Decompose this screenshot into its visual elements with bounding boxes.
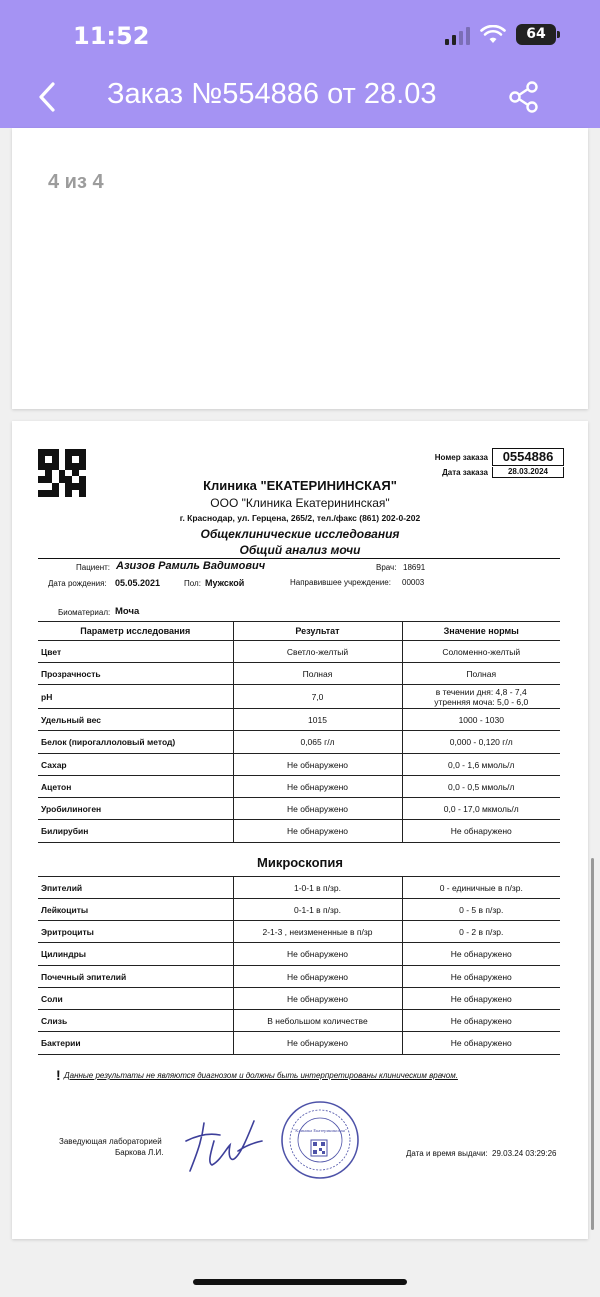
norm-cell: Соломенно-желтый	[402, 641, 560, 663]
result-cell: Светло-желтый	[233, 641, 402, 663]
page-title: Заказ №554886 от 28.03	[107, 78, 437, 110]
document-page-current[interactable]	[12, 421, 588, 1239]
doctor-code: 18691	[403, 563, 426, 572]
signature-icon	[174, 1111, 264, 1177]
result-cell: 0-1-1 в п/зр.	[233, 899, 402, 921]
scrollbar[interactable]	[591, 858, 594, 1230]
battery-icon: 64	[516, 24, 556, 45]
sex-value: Мужской	[205, 578, 245, 588]
result-cell: 0,065 г/л	[233, 731, 402, 754]
param-cell: Удельный вес	[38, 709, 233, 731]
birth-date: 05.05.2021	[115, 578, 161, 588]
table-row	[38, 663, 560, 685]
table-row	[38, 1010, 560, 1032]
param-cell: Цилиндры	[38, 943, 233, 966]
norm-cell: 1000 - 1030	[402, 709, 560, 731]
order-number: 0554886	[492, 448, 564, 466]
result-cell: Не обнаружено	[233, 988, 402, 1010]
birth-label: Дата рождения:	[48, 579, 107, 588]
patient-name: Азизов Рамиль Вадимович	[116, 560, 266, 572]
table-row	[38, 943, 560, 966]
back-arrow-icon[interactable]	[36, 80, 58, 114]
app-header	[0, 0, 600, 128]
lab-head-label: Заведующая лабораторией	[59, 1137, 162, 1146]
document-page-previous[interactable]	[12, 128, 588, 409]
wifi-icon	[480, 25, 506, 45]
norm-cell: 0 - 5 в п/зр.	[402, 899, 560, 921]
result-cell: Не обнаружено	[233, 820, 402, 843]
sex-label: Пол:	[184, 579, 201, 588]
norm-cell: 0,0 - 1,6 ммоль/л	[402, 754, 560, 776]
table-row	[38, 921, 560, 943]
result-cell: Не обнаружено	[233, 754, 402, 776]
result-cell: Не обнаружено	[233, 776, 402, 798]
section-title: Общеклинические исследования	[200, 527, 400, 541]
table-row	[38, 899, 560, 921]
page-indicator: 4 из 4	[48, 171, 104, 193]
order-info	[432, 448, 564, 478]
microscopy-title: Микроскопия	[257, 855, 343, 870]
referral-label: Направившее учреждение:	[290, 578, 391, 587]
home-indicator[interactable]	[193, 1279, 407, 1285]
biomaterial-value: Моча	[115, 606, 140, 617]
status-icons	[445, 24, 556, 45]
param-cell: Белок (пирогаллоловый метод)	[38, 731, 233, 754]
share-icon[interactable]	[507, 80, 541, 114]
norm-cell: Полная	[402, 663, 560, 685]
lab-head-name: Баркова Л.И.	[115, 1148, 164, 1157]
warning-icon: !	[56, 1067, 61, 1083]
patient-label: Пациент:	[76, 563, 111, 572]
param-cell: Сахар	[38, 754, 233, 776]
param-cell: Уробилиноген	[38, 798, 233, 820]
norm-cell: Не обнаружено	[402, 1032, 560, 1055]
norm-cell: Не обнаружено	[402, 1010, 560, 1032]
result-cell: 1015	[233, 709, 402, 731]
param-cell: Лейкоциты	[38, 899, 233, 921]
order-number-label: Номер заказа	[434, 452, 488, 462]
analysis-title: Общий анализ мочи	[239, 543, 361, 557]
title-rule	[38, 558, 560, 559]
result-cell: 1-0-1 в п/зр.	[233, 877, 402, 899]
col-header-norm: Значение нормы	[402, 622, 560, 641]
issue-label: Дата и время выдачи:	[406, 1149, 488, 1158]
param-cell: Слизь	[38, 1010, 233, 1032]
order-date: 28.03.2024	[492, 467, 564, 478]
param-cell: Прозрачность	[38, 663, 233, 685]
norm-cell: Не обнаружено	[402, 988, 560, 1010]
biomaterial-label: Биоматериал:	[58, 608, 111, 617]
disclaimer-text: Данные результаты не являются диагнозом и должны быть интерпретированы клиническим врачом.	[64, 1071, 458, 1080]
table-row	[38, 1032, 560, 1055]
table-row	[38, 641, 560, 663]
norm-cell: Не обнаружено	[402, 966, 560, 988]
result-cell: 7,0	[233, 685, 402, 709]
issue-datetime: 29.03.24 03:29:26	[492, 1149, 557, 1158]
result-cell: Не обнаружено	[233, 966, 402, 988]
order-date-label: Дата заказа	[442, 467, 488, 477]
norm-cell: 0 - 2 в п/зр.	[402, 921, 560, 943]
result-cell: В небольшом количестве	[233, 1010, 402, 1032]
clinic-address: г. Краснодар, ул. Герцена, 265/2, тел./факс (861) 202-0-202	[179, 513, 421, 523]
param-cell: Эпителий	[38, 877, 233, 899]
doctor-label: Врач:	[376, 563, 397, 572]
param-cell: Цвет	[38, 641, 233, 663]
norm-cell: 0,0 - 0,5 ммоль/л	[402, 776, 560, 798]
param-cell: pH	[38, 685, 233, 709]
table-row	[38, 754, 560, 776]
table-row	[38, 988, 560, 1010]
table-header-row	[38, 622, 560, 641]
result-cell: Не обнаружено	[233, 798, 402, 820]
table-row	[38, 798, 560, 820]
result-cell: Не обнаружено	[233, 943, 402, 966]
microscopy-table	[38, 876, 560, 1055]
stamp-text: "Клиника Екатерининская"	[293, 1128, 347, 1133]
param-cell: Эритроциты	[38, 921, 233, 943]
referral-value: 00003	[402, 578, 425, 587]
table-row	[38, 709, 560, 731]
table-row	[38, 820, 560, 843]
result-cell: 2-1-3 , неизмененные в п/зр	[233, 921, 402, 943]
stamp-icon	[280, 1100, 360, 1180]
status-time: 11:52	[73, 22, 150, 50]
table-row	[38, 966, 560, 988]
param-cell: Билирубин	[38, 820, 233, 843]
results-table	[38, 621, 560, 843]
table-row	[38, 731, 560, 754]
cellular-signal-icon	[445, 25, 470, 45]
norm-cell: 0,000 - 0,120 г/л	[402, 731, 560, 754]
norm-cell: 0 - единичные в п/зр.	[402, 877, 560, 899]
norm-cell: Не обнаружено	[402, 820, 560, 843]
param-cell: Бактерии	[38, 1032, 233, 1055]
norm-cell: 0,0 - 17,0 мкмоль/л	[402, 798, 560, 820]
norm-cell	[402, 685, 560, 709]
company-name: ООО "Клиника Екатерининская"	[210, 496, 390, 510]
table-row	[38, 877, 560, 899]
col-header-param: Параметр исследования	[38, 622, 233, 641]
table-row	[38, 776, 560, 798]
norm-line: в течении дня: 4,8 - 7,4	[435, 686, 527, 697]
table-row	[38, 685, 560, 709]
result-cell: Полная	[233, 663, 402, 685]
param-cell: Ацетон	[38, 776, 233, 798]
param-cell: Почечный эпителий	[38, 966, 233, 988]
clinic-name: Клиника "ЕКАТЕРИНИНСКАЯ"	[203, 478, 397, 493]
norm-cell: Не обнаружено	[402, 943, 560, 966]
norm-line: утренняя моча: 5,0 - 6,0	[434, 696, 529, 707]
result-cell: Не обнаружено	[233, 1032, 402, 1055]
param-cell: Соли	[38, 988, 233, 1010]
col-header-result: Результат	[233, 622, 402, 641]
